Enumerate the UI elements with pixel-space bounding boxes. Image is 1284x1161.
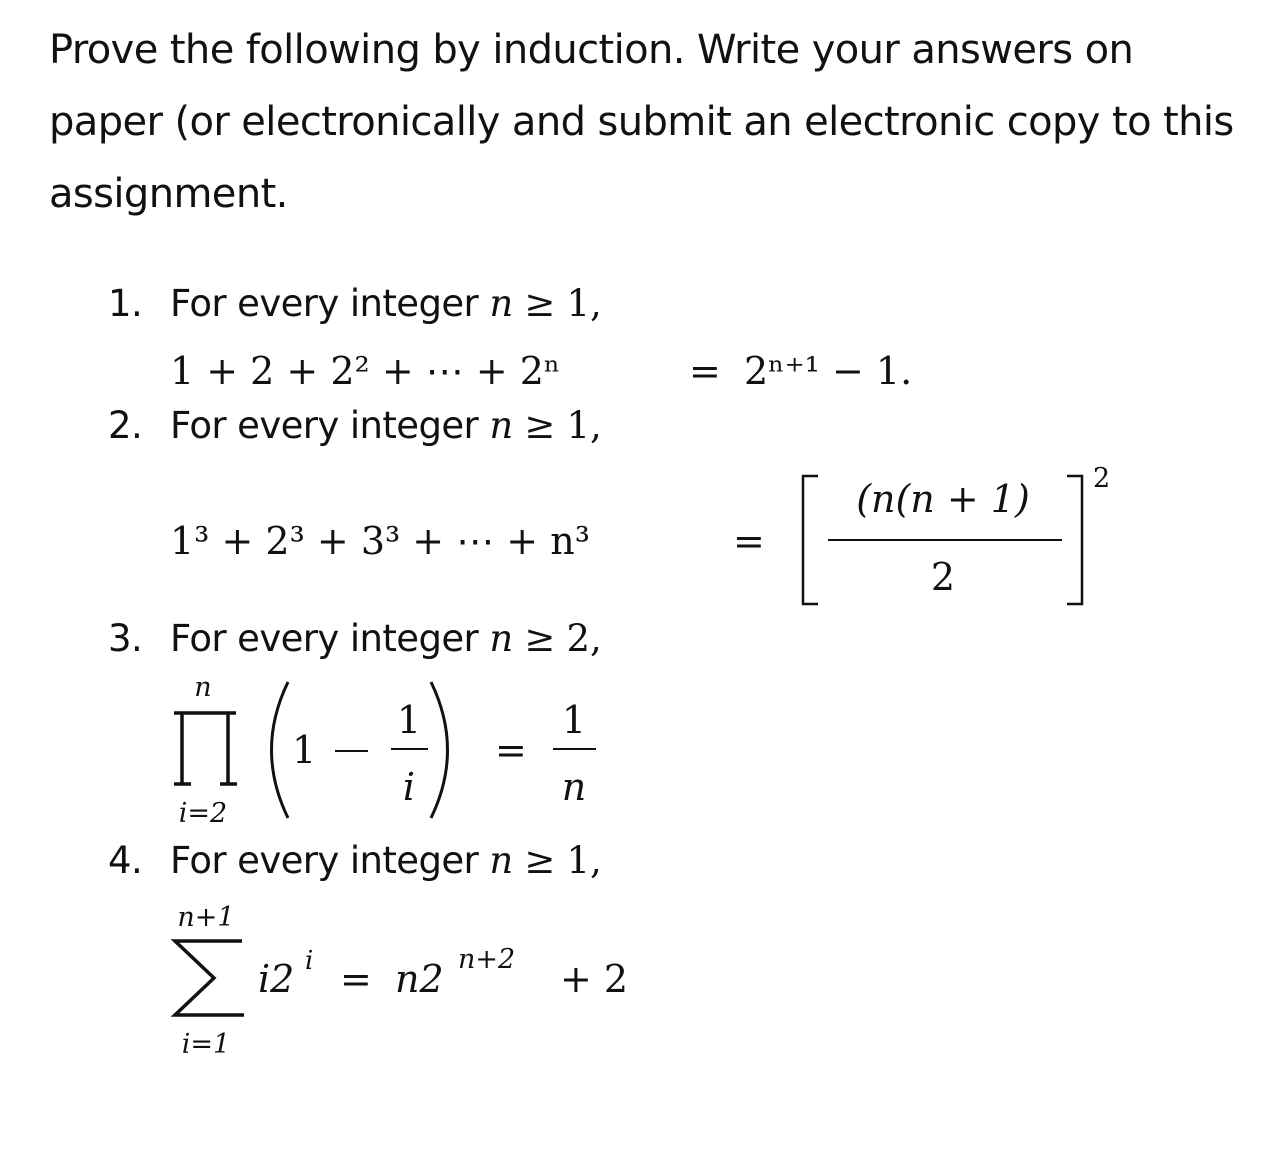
item-1-stem-text: For every integer — [170, 282, 479, 325]
product-sign — [174, 713, 237, 784]
item-number-3: 3. — [108, 617, 143, 660]
formula-3-fraction-denominator: i — [402, 765, 416, 809]
formula-2-denominator: 2 — [930, 555, 956, 599]
formula-1-rhs: 2ⁿ⁺¹ − 1. — [744, 349, 913, 393]
formula-3-product-lower: i=2 — [178, 798, 228, 829]
formula-2 — [170, 463, 1110, 604]
formula-2-left-bracket — [803, 476, 818, 604]
formula-3-right-paren — [431, 682, 448, 818]
item-1-relation: ≥ — [524, 282, 556, 325]
item-4-relation: ≥ — [524, 839, 556, 882]
item-2-bound: 1, — [566, 404, 602, 447]
item-number-2: 2. — [108, 404, 143, 447]
item-4-stem-text: For every integer — [170, 839, 479, 882]
formula-2-right-bracket — [1067, 476, 1082, 604]
formula-4 — [175, 902, 628, 1060]
formula-1-equals: = — [689, 349, 721, 393]
item-number-4: 4. — [108, 839, 143, 882]
formula-3-term-one: 1 — [292, 728, 317, 772]
item-4-variable: n — [489, 839, 514, 882]
instructions-paragraph: Prove the following by induction. Write your answers on paper (or electronically and submit an electronic copy to this assignment. — [49, 27, 1234, 217]
item-1-variable: n — [489, 282, 514, 325]
item-3-variable: n — [489, 617, 514, 660]
formula-3-equals: = — [495, 728, 527, 772]
formula-4-rhs-base: n2 — [395, 957, 444, 1001]
item-3-stem-text: For every integer — [170, 617, 479, 660]
item-2-stem-text: For every integer — [170, 404, 479, 447]
item-2-variable: n — [489, 404, 514, 447]
formula-2-equals: = — [733, 519, 765, 563]
item-2-relation: ≥ — [524, 404, 556, 447]
item-1-bound: 1, — [566, 282, 602, 325]
formula-1-lhs: 1 + 2 + 2² + ⋯ + 2ⁿ — [170, 349, 561, 393]
item-4-bound: 1, — [566, 839, 602, 882]
formula-2-numerator: (n(n + 1) — [856, 477, 1030, 521]
item-number-1: 1. — [108, 282, 143, 325]
formula-4-sum-lower: i=1 — [181, 1029, 231, 1060]
formula-4-equals: = — [340, 957, 372, 1001]
formula-1 — [170, 349, 912, 393]
formula-4-sum-upper: n+1 — [177, 902, 235, 933]
formula-4-summand-base: i2 — [258, 957, 295, 1001]
formula-3-rhs-denominator: n — [561, 765, 587, 809]
formula-2-exponent: 2 — [1093, 463, 1111, 494]
formula-3-fraction-numerator: 1 — [396, 698, 422, 742]
item-3-bound: 2, — [566, 617, 602, 660]
formula-3-left-paren — [272, 682, 289, 818]
formula-3-rhs-numerator: 1 — [561, 698, 587, 742]
formula-3-product-upper: n — [194, 672, 212, 703]
formula-2-lhs: 1³ + 2³ + 3³ + ⋯ + n³ — [170, 519, 590, 563]
formula-4-summand-exponent: i — [305, 946, 314, 976]
formula-4-rhs-exponent: n+2 — [458, 944, 516, 975]
summation-sign — [175, 941, 244, 1015]
formula-3 — [174, 672, 596, 829]
item-3-relation: ≥ — [524, 617, 556, 660]
formula-4-rhs-tail: + 2 — [560, 957, 629, 1001]
